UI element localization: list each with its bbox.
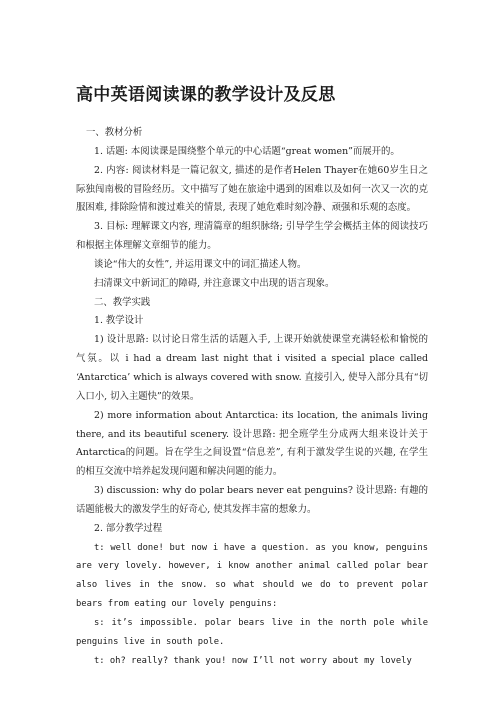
section-heading: 一、教材分析 bbox=[86, 127, 143, 138]
subsection-heading: 1. 教学设计 bbox=[94, 315, 144, 327]
paragraph: 1. 话题: 本阅读课是围绕整个单元的中心话题“great women”而展开的。 bbox=[94, 145, 400, 157]
subsection-heading: 2. 部分教学过程 bbox=[94, 522, 163, 534]
paragraph: 3. 目标: 理解课文内容, 理清篇章的组织脉络; 引导学生学会概括主体的阅读技巧和根据主体理解文章细节的能力。 bbox=[76, 221, 428, 252]
paragraph: 2. 内容: 阅读材料是一篇记叙文, 描述的是作者Helen Thayer在她60岁生日之际独闯南极的冒险经历。文中描写了她在旅途中遇到的困难以及如何一次又一次的克服困难, 排除险情和渡过难关的情景, 表现了她危难时刻冷静、顽强和乐观的态度。 bbox=[76, 164, 428, 214]
paragraph: 2) more information about Antarctica: its location, the animals living there, and its beautiful scenery. 设计思路: 把全班学生分成两大组来设计关于Antarctica的问题。旨在学生之间设置“信息差”, 有利于激发学生说的兴趣, 在学生的相互交流中培养起发现问题和解决问题的能力。 bbox=[76, 409, 428, 478]
dialogue-line: s: it’s impossible. polar bears live in the north pole while penguins live in south pole. bbox=[76, 617, 428, 647]
paragraph: 谈论“伟大的女性”, 并运用课文中的词汇描述人物。 bbox=[94, 258, 307, 270]
dialogue-line: t: well done! but now i have a question. as you know, penguins are very lovely. however, i know another animal called polar bear also lives in the snow. so what should we do to prevent polar bears from eating our lovely penguins: bbox=[76, 542, 428, 610]
document-body bbox=[76, 124, 428, 670]
paragraph: 扫清课文中新词汇的障碍, 并注意课文中出现的语言现象。 bbox=[94, 277, 335, 289]
document-title: 高中英语阅读课的教学设计及反思 bbox=[76, 85, 336, 105]
dialogue-line: t: oh? really? thank you! now I’ll not worry about my lovely bbox=[94, 655, 412, 666]
section-heading: 二、教学实践 bbox=[94, 296, 151, 308]
paragraph: 3) discussion: why do polar bears never eat penguins? 设计思路: 有趣的话题能极大的激发学生的好奇心, 使其发挥丰富的想象力。 bbox=[76, 485, 428, 515]
paragraph: 1) 设计思路: 以讨论日常生活的话题入手, 上课开始就使课堂充满轻松和愉悦的气氛。以 i had a dream last night that i visited a special place called ‘Antarctica’ which is always covered with snow. 直接引入, 使导入部分具有“切入口小, 切入主题快”的效果。 bbox=[76, 334, 428, 402]
